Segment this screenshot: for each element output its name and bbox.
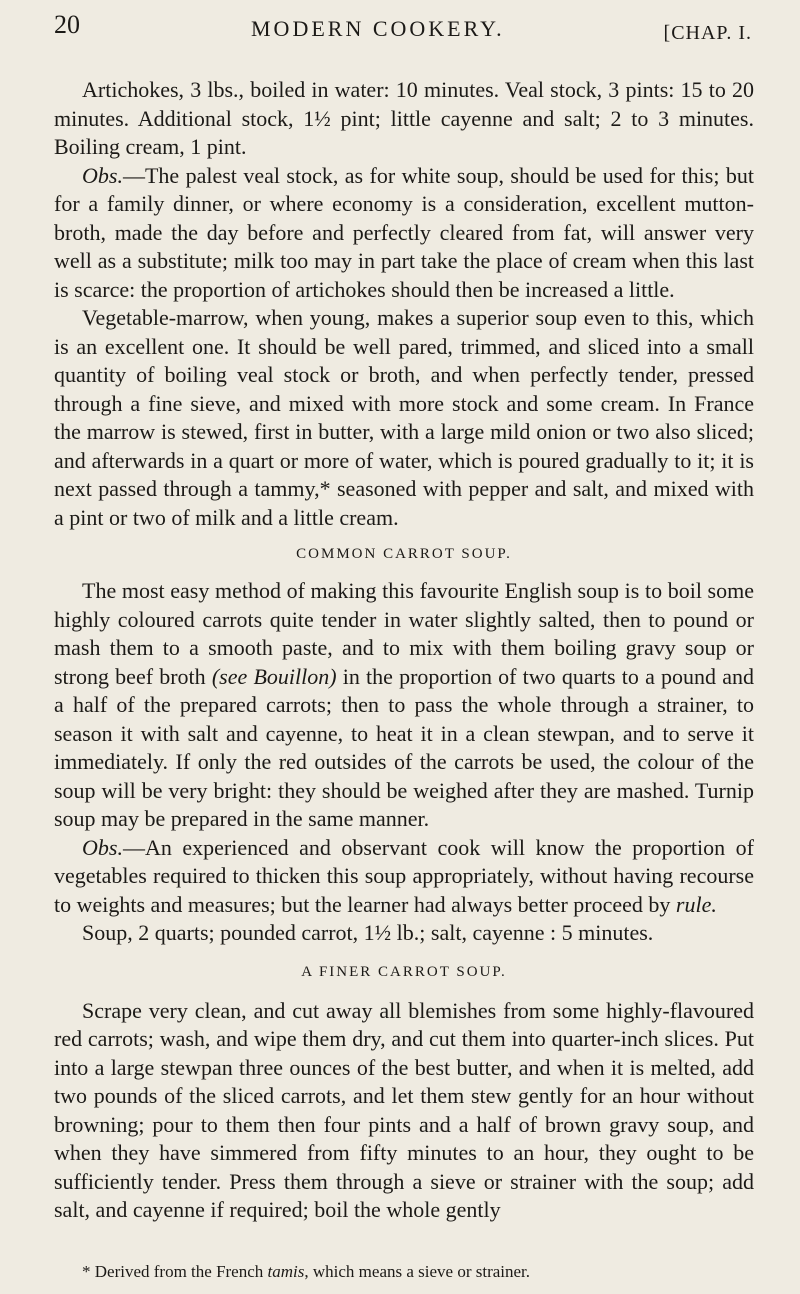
footnote-mark: * xyxy=(82,1262,91,1281)
common-carrot-observation xyxy=(54,834,754,920)
running-title: MODERN COOKERY. xyxy=(251,16,505,41)
section-heading-common-carrot-soup: COMMON CARROT SOUP. xyxy=(296,546,512,562)
section-heading-finer-carrot-soup: A FINER CARROT SOUP. xyxy=(301,963,507,980)
method-text: The most easy method of making this favourite English soup is to boil some highly coloured carrots quite tender in water slightly salted, then to pound or mash them to a smooth paste, and to mix with them boiling gravy soup or strong beef broth xyxy=(54,578,754,689)
chapter-reference: [CHAP. I. xyxy=(663,22,752,44)
footnote-word-tamis: tamis xyxy=(267,1262,305,1281)
common-carrot-method xyxy=(54,577,754,834)
obs-text: —An experienced and observant cook will know the proportion of vegetables required to thicken this soup appropriately, without having recourse to weights and measures; but the learner had always better proceed by xyxy=(54,834,754,917)
page-number: 20 xyxy=(54,10,80,39)
finer-carrot-method: Scrape very clean, and cut away all blemishes from some highly-flavoured red carrots; wash, and wipe them dry, and cut them into quarter-inch slices. Put into a large stewpan three ounces of the best butter, and when it is melted, add two pounds of the sliced carrots, and let them stew gently for an hour without browning; pour to them then four pints and a half of brown gravy soup, and when they have simmered from fifty minutes to an hour, they ought to be sufficiently tender. Press them through a sieve or strainer with the soup; add salt, and cayenne if required; boil the whole gently xyxy=(54,997,754,1222)
page-body xyxy=(54,76,754,1225)
footnote xyxy=(54,1262,754,1282)
footnote-text: Derived from the French xyxy=(90,1262,268,1281)
method-text-cont: in the proportion of two quarts to a pound and a half of the prepared carrots; then to pass the whole through a strainer, to season it with salt and cayenne, to heat it in a clean stewpan, and to serve it immediately. If only the red outsides of the carrots be used, the colour of the soup will be very bright: they should be weighed after they are mashed. Turnip soup may be prepared in the same manner. xyxy=(54,663,754,831)
artichoke-recipe-times: Artichokes, 3 lbs., boiled in water: 10 minutes. Veal stock, 3 pints: 15 to 20 minutes. Additional stock, 1½ pint; little cayenne and salt; 2 to 3 minutes. Boiling cream, 1 pint. xyxy=(54,77,754,159)
obs-label: Obs. xyxy=(82,162,123,188)
common-carrot-quantities: Soup, 2 quarts; pounded carrot, 1½ lb.; salt, cayenne : 5 minutes. xyxy=(82,920,654,945)
vegetable-marrow-paragraph: Vegetable-marrow, when young, makes a superior soup even to this, which is an excellent one. It should be well pared, trimmed, and sliced into a small quantity of boiling veal stock or broth, and when perfectly tender, pressed through a fine sieve, and mixed with more stock and some cream. In France the marrow is stewed, first in butter, with a large mild onion or two also sliced; and afterwards in a quart or more of water, which is poured gradually to it; it is next passed through a tammy,* seasoned with pepper and salt, and mixed with a pint or two of milk and a little cream. xyxy=(54,305,754,530)
bouillon-reference: (see Bouillon) xyxy=(211,663,337,689)
footnote-text-end: , which means a sieve or strainer. xyxy=(304,1262,531,1281)
obs-label: Obs. xyxy=(82,834,123,860)
artichoke-observation xyxy=(54,162,754,305)
obs-text: —The palest veal stock, as for white soup, should be used for this; but for a family dinner, or where economy is a consideration, excellent mutton-broth, made the day before and perfectly cleared from fat, will answer very well as a substitute; milk too may in part take the place of cream when this last is scarce: the proportion of artichokes should then be increased a little. xyxy=(54,162,754,302)
page-header xyxy=(54,10,754,70)
rule-word: rule. xyxy=(675,891,717,917)
